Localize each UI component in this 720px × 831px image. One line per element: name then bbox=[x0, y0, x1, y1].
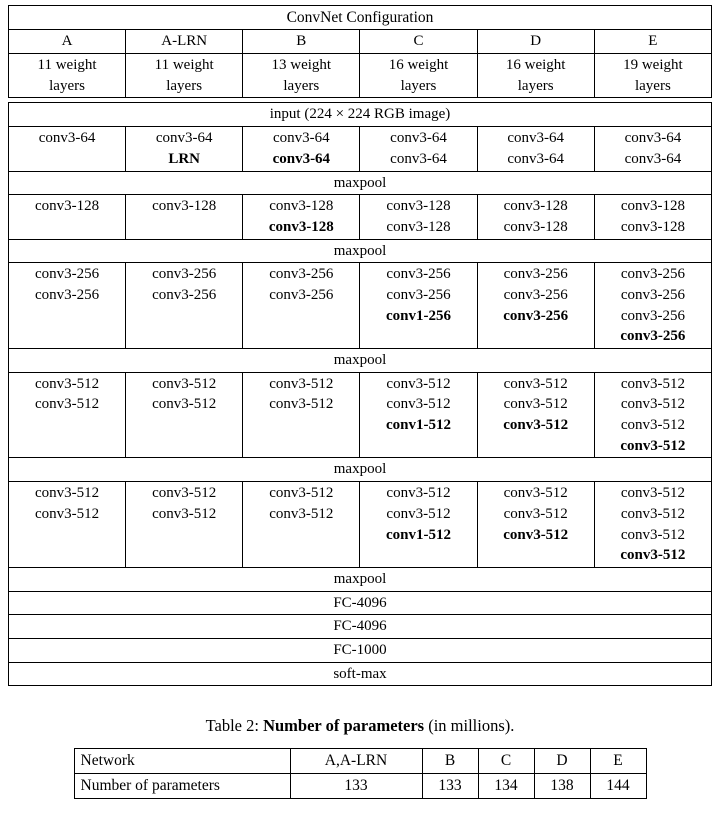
conv-block-1-tr bbox=[9, 127, 712, 171]
caption-suffix: (in millions). bbox=[428, 716, 515, 736]
conv-layer: conv3-512 bbox=[269, 505, 334, 522]
conv-layer-added: conv3-128 bbox=[268, 218, 334, 235]
conv-layer-added: conv1-512 bbox=[386, 417, 451, 434]
conv-layer: conv3-256 bbox=[503, 286, 568, 303]
network-header-cell: Network bbox=[74, 749, 290, 774]
conv-layer-added: conv3-512 bbox=[620, 437, 686, 454]
maxpool-row: maxpool bbox=[9, 567, 712, 591]
conv-layer: conv3-64 bbox=[272, 130, 330, 147]
config-letter-A-LRN: A-LRN bbox=[126, 30, 243, 54]
conv-layer: conv3-512 bbox=[386, 505, 451, 522]
conv-block-1-col-B bbox=[243, 127, 360, 171]
conv-layer: conv3-128 bbox=[269, 198, 334, 215]
conv-layer: conv3-128 bbox=[503, 198, 568, 215]
input-row-tr bbox=[9, 103, 712, 127]
conv-layer: conv3-256 bbox=[620, 307, 685, 324]
conv-layer: conv3-512 bbox=[34, 396, 100, 413]
conv-layer: conv3-64 bbox=[155, 130, 213, 147]
maxpool-row-tr bbox=[9, 171, 712, 195]
conv-layer: conv3-128 bbox=[620, 198, 685, 215]
conv-block-4-tr bbox=[9, 372, 712, 458]
conv-layer-added: conv1-256 bbox=[386, 307, 451, 324]
conv-layer: conv3-512 bbox=[620, 375, 685, 392]
table1-title: ConvNet Configuration bbox=[9, 6, 712, 30]
parameters-table-wrap bbox=[8, 748, 712, 798]
config-letter-B: B bbox=[243, 30, 360, 54]
conv-layer: conv3-256 bbox=[503, 266, 568, 283]
conv-block-3-col-D bbox=[477, 263, 594, 349]
conv-block-4-col-E bbox=[594, 372, 711, 458]
conv-block-4-col-A-LRN bbox=[126, 372, 243, 458]
conv-layer: conv3-512 bbox=[503, 396, 568, 413]
parameters-table bbox=[74, 748, 647, 798]
conv-layer: conv3-256 bbox=[620, 266, 685, 283]
conv-layer: conv3-512 bbox=[386, 485, 451, 502]
conv-layer: conv3-64 bbox=[507, 130, 565, 147]
config-letter-D: D bbox=[477, 30, 594, 54]
conv-block-3-col-A-LRN bbox=[126, 263, 243, 349]
config-depth-B bbox=[243, 54, 360, 98]
conv-layer: conv3-256 bbox=[269, 286, 334, 303]
parameters-value-row bbox=[74, 774, 646, 799]
parameters-header-row bbox=[74, 749, 646, 774]
conv-layer: conv3-512 bbox=[269, 375, 334, 392]
conv-layer: conv3-128 bbox=[386, 198, 451, 215]
param-count-E: 144 bbox=[590, 774, 646, 799]
conv-layer: conv3-512 bbox=[620, 505, 685, 522]
softmax-row: soft-max bbox=[9, 662, 712, 686]
conv-layer: conv3-64 bbox=[390, 150, 447, 167]
conv-layer: conv3-512 bbox=[503, 505, 568, 522]
convnet-config-body bbox=[9, 103, 712, 686]
depth-label: 11 weight layers bbox=[37, 57, 97, 94]
network-col-C: C bbox=[478, 749, 534, 774]
conv-layer-added: conv3-512 bbox=[503, 417, 569, 434]
conv-layer-added: LRN bbox=[168, 150, 200, 167]
conv-layer: conv3-256 bbox=[152, 286, 217, 303]
conv-layer: conv3-256 bbox=[34, 266, 100, 283]
maxpool-row-tr bbox=[9, 458, 712, 482]
network-col-E: E bbox=[590, 749, 646, 774]
conv-layer: conv3-512 bbox=[34, 375, 100, 392]
conv-layer: conv3-128 bbox=[152, 198, 217, 215]
conv-layer-added: conv3-512 bbox=[620, 547, 686, 564]
fc1000-row: FC-1000 bbox=[9, 638, 712, 662]
conv-layer: conv3-512 bbox=[620, 526, 685, 543]
config-depth-E bbox=[594, 54, 711, 98]
maxpool-row: maxpool bbox=[9, 239, 712, 263]
network-col-B: B bbox=[422, 749, 478, 774]
config-letter-E: E bbox=[594, 30, 711, 54]
conv-block-3-col-E bbox=[594, 263, 711, 349]
config-depth-A-LRN bbox=[126, 54, 243, 98]
conv-block-4-col-A bbox=[9, 372, 126, 458]
conv-layer: conv3-512 bbox=[34, 485, 100, 502]
conv-block-5-col-A-LRN bbox=[126, 482, 243, 568]
network-col-A-ALRN: A,A-LRN bbox=[290, 749, 422, 774]
conv-block-4-col-C bbox=[360, 372, 477, 458]
conv-block-1-col-A-LRN bbox=[126, 127, 243, 171]
param-count-A-ALRN: 133 bbox=[290, 774, 422, 799]
conv-block-3-col-A bbox=[9, 263, 126, 349]
conv-layer: conv3-512 bbox=[503, 485, 568, 502]
conv-block-5-col-D bbox=[477, 482, 594, 568]
parameters-row-label: Number of parameters bbox=[74, 774, 290, 799]
conv-block-5-tr bbox=[9, 482, 712, 568]
param-count-C: 134 bbox=[478, 774, 534, 799]
conv-layer: conv3-512 bbox=[152, 396, 217, 413]
fc4096-row: FC-4096 bbox=[9, 615, 712, 639]
conv-block-1-col-D bbox=[477, 127, 594, 171]
conv-block-5-col-A bbox=[9, 482, 126, 568]
conv-layer: conv3-64 bbox=[624, 150, 682, 167]
config-letter-C: C bbox=[360, 30, 477, 54]
conv-layer: conv3-128 bbox=[34, 198, 100, 215]
maxpool-row: maxpool bbox=[9, 171, 712, 195]
conv-layer: conv3-256 bbox=[620, 286, 685, 303]
conv-layer: conv3-64 bbox=[624, 130, 682, 147]
depth-label: 11 weight layers bbox=[154, 57, 214, 94]
table1-title-row bbox=[9, 6, 712, 30]
conv-block-5-col-E bbox=[594, 482, 711, 568]
depth-label: 13 weight layers bbox=[271, 57, 332, 94]
depth-label: 16 weight layers bbox=[388, 57, 449, 94]
conv-layer: conv3-256 bbox=[386, 266, 451, 283]
conv-layer: conv3-512 bbox=[386, 396, 451, 413]
maxpool-row: maxpool bbox=[9, 458, 712, 482]
conv-layer-added: conv3-64 bbox=[272, 150, 331, 167]
conv-block-1-col-E bbox=[594, 127, 711, 171]
config-depth-D bbox=[477, 54, 594, 98]
config-depth-C bbox=[360, 54, 477, 98]
param-count-D: 138 bbox=[534, 774, 590, 799]
conv-layer: conv3-512 bbox=[152, 375, 217, 392]
conv-block-1-col-A bbox=[9, 127, 126, 171]
conv-layer: conv3-64 bbox=[390, 130, 447, 147]
conv-block-5-col-C bbox=[360, 482, 477, 568]
conv-layer: conv3-512 bbox=[620, 417, 685, 434]
convnet-config-header-table bbox=[8, 5, 712, 98]
conv-layer: conv3-256 bbox=[386, 286, 451, 303]
input-row: input (224 × 224 RGB image) bbox=[9, 103, 712, 127]
conv-layer: conv3-512 bbox=[269, 396, 334, 413]
maxpool-row: maxpool bbox=[9, 349, 712, 373]
conv-block-3-tr bbox=[9, 263, 712, 349]
conv-block-2-col-A bbox=[9, 195, 126, 239]
network-col-D: D bbox=[534, 749, 590, 774]
conv-layer: conv3-512 bbox=[152, 505, 217, 522]
conv-layer: conv3-256 bbox=[152, 266, 217, 283]
caption-title: Number of parameters bbox=[263, 716, 425, 736]
conv-layer: conv3-512 bbox=[269, 485, 334, 502]
conv-block-2-col-E bbox=[594, 195, 711, 239]
conv-layer: conv3-64 bbox=[38, 130, 96, 147]
maxpool-row-tr bbox=[9, 239, 712, 263]
conv-layer-added: conv1-512 bbox=[386, 526, 451, 543]
fc4096-row-tr bbox=[9, 591, 712, 615]
fc4096-row-tr bbox=[9, 615, 712, 639]
conv-block-2-col-D bbox=[477, 195, 594, 239]
conv-block-5-col-B bbox=[243, 482, 360, 568]
conv-layer: conv3-256 bbox=[34, 286, 100, 303]
conv-layer-added: conv3-256 bbox=[620, 328, 686, 345]
caption-prefix: Table 2: bbox=[205, 716, 259, 736]
conv-layer: conv3-512 bbox=[34, 505, 100, 522]
conv-layer: conv3-512 bbox=[152, 485, 217, 502]
conv-layer: conv3-512 bbox=[620, 396, 685, 413]
conv-layer: conv3-128 bbox=[503, 218, 568, 235]
conv-block-2-col-C bbox=[360, 195, 477, 239]
conv-block-4-col-B bbox=[243, 372, 360, 458]
config-depth-row bbox=[9, 54, 712, 98]
conv-layer: conv3-128 bbox=[620, 218, 685, 235]
config-letter-row bbox=[9, 30, 712, 54]
conv-block-3-col-C bbox=[360, 263, 477, 349]
softmax-row-tr bbox=[9, 662, 712, 686]
conv-block-3-col-B bbox=[243, 263, 360, 349]
maxpool-row-tr bbox=[9, 349, 712, 373]
depth-label: 16 weight layers bbox=[505, 57, 566, 94]
convnet-config-body-table bbox=[8, 102, 712, 686]
conv-layer: conv3-512 bbox=[386, 375, 451, 392]
config-letter-A: A bbox=[9, 30, 126, 54]
conv-block-2-col-B bbox=[243, 195, 360, 239]
fc4096-row: FC-4096 bbox=[9, 591, 712, 615]
param-count-B: 133 bbox=[422, 774, 478, 799]
conv-block-1-col-C bbox=[360, 127, 477, 171]
config-depth-A bbox=[9, 54, 126, 98]
table2-caption bbox=[8, 716, 712, 736]
conv-layer: conv3-64 bbox=[507, 150, 565, 167]
conv-layer: conv3-128 bbox=[386, 218, 451, 235]
conv-layer: conv3-512 bbox=[503, 375, 568, 392]
conv-layer-added: conv3-512 bbox=[503, 526, 569, 543]
maxpool-row-tr bbox=[9, 567, 712, 591]
conv-block-4-col-D bbox=[477, 372, 594, 458]
fc1000-row-tr bbox=[9, 638, 712, 662]
conv-layer-added: conv3-256 bbox=[503, 307, 569, 324]
conv-block-2-tr bbox=[9, 195, 712, 239]
conv-block-2-col-A-LRN bbox=[126, 195, 243, 239]
conv-layer: conv3-256 bbox=[269, 266, 334, 283]
depth-label: 19 weight layers bbox=[623, 57, 683, 94]
conv-layer: conv3-512 bbox=[620, 485, 685, 502]
